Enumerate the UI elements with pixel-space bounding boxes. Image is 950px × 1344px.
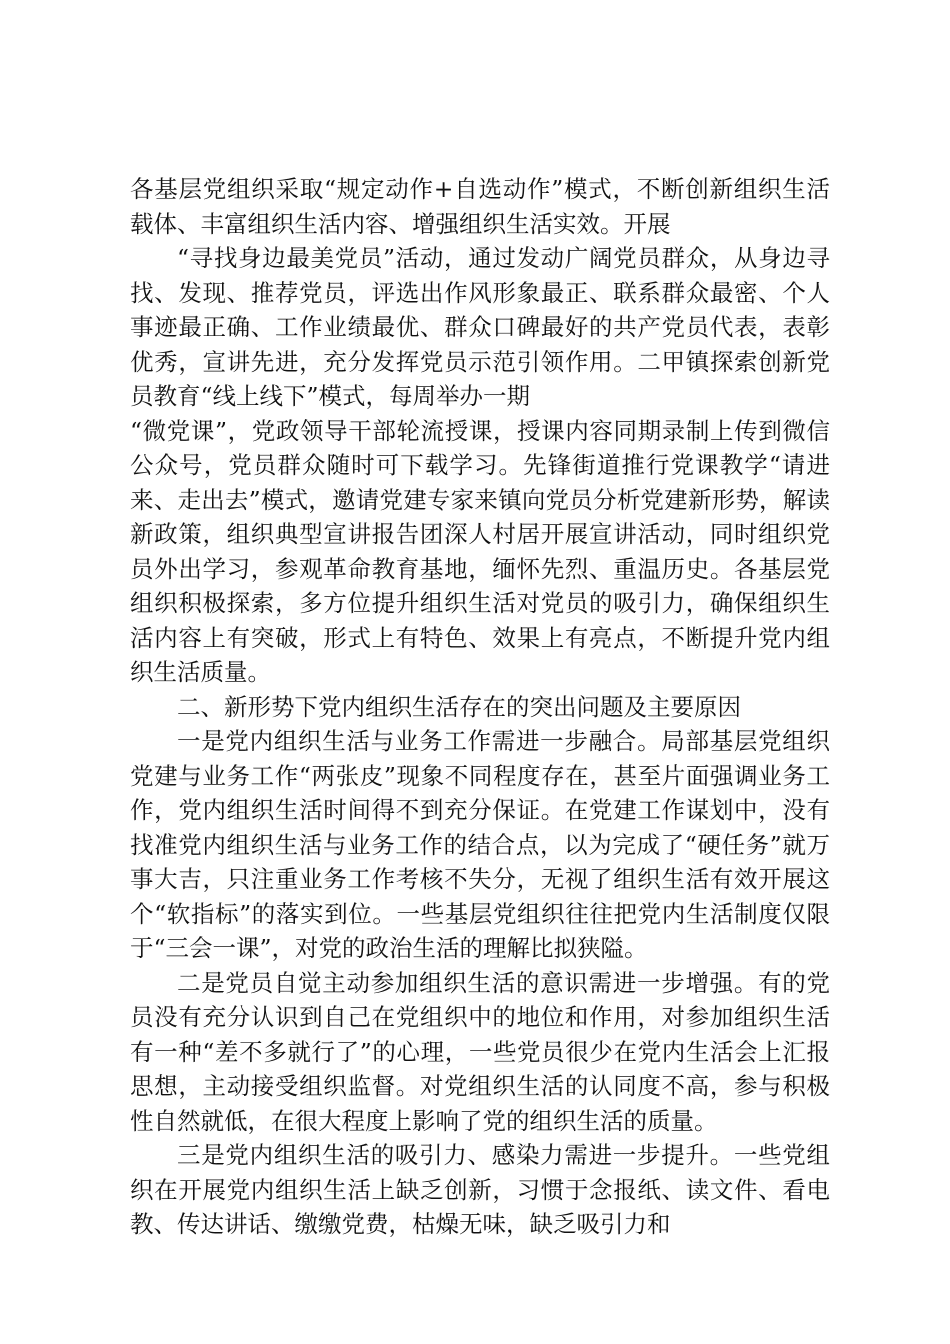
document-body	[130, 172, 830, 1242]
paragraph-1: 各基层党组织采取“规定动作+自选动作”模式，不断创新组织生活载体、丰富组织生活内容、增强组织生活实效。开展	[130, 175, 830, 238]
paragraph-3: “微党课”，党政领导干部轮流授课，授课内容同期录制上传到微信公众号，党员群众随时可下载学习。先锋街道推行党课教学“请进来、走出去”模式，邀请党建专家来镇向党员分析党建新形势，解读新政策，组织典型宣讲报告团深人村居开展宣讲活动，同时组织党员外出学习，参观革命教育基地，缅怀先烈、重温历史。各基层党组织积极探索，多方位提升组织生活对党员的吸引力，确保组织生活内容上有突破，形式上有特色、效果上有亮点，不断提升党内组织生活质量。	[130, 416, 830, 686]
paragraph-7: 三是党内组织生活的吸引力、感染力需进一步提升。一些党组织在开展党内组织生活上缺乏创新，习惯于念报纸、读文件、看电教、传达讲话、缴缴党费，枯燥无味，缺乏吸引力和	[130, 1141, 830, 1238]
section-heading: 二、新形势下党内组织生活存在的突出问题及主要原因	[177, 692, 741, 721]
paragraph-2: “寻找身边最美党员”活动，通过发动广阔党员群众，从身边寻找、发现、推荐党员，评选出作风形象最正、联系群众最密、个人事迹最正确、工作业绩最优、群众口碑最好的共产党员代表，表彰优秀，宣讲先进，充分发挥党员示范引领作用。二甲镇探索创新党员教育“线上线下”模式，每周举办一期	[130, 244, 830, 410]
paragraph-6: 二是党员自觉主动参加组织生活的意识需进一步增强。有的党员没有充分认识到自己在党组织中的地位和作用，对参加组织生活有一种“差不多就行了”的心理，一些党员很少在党内生活会上汇报思想，主动接受组织监督。对党组织生活的认同度不高，参与积极性自然就低，在很大程度上影响了党的组织生活的质量。	[130, 968, 830, 1135]
paragraph-5: 一是党内组织生活与业务工作需进一步融合。局部基层党组织党建与业务工作“两张皮”现象不同程度存在，甚至片面强调业务工作，党内组织生活时间得不到充分保证。在党建工作谋划中，没有找准党内组织生活与业务工作的结合点，以为完成了“硬任务”就万事大吉，只注重业务工作考核不失分，无视了组织生活有效开展这个“软指标”的落实到位。一些基层党组织往往把党内生活制度仅限于“三会一课”，对党的政治生活的理解比拟狭隘。	[130, 727, 830, 962]
